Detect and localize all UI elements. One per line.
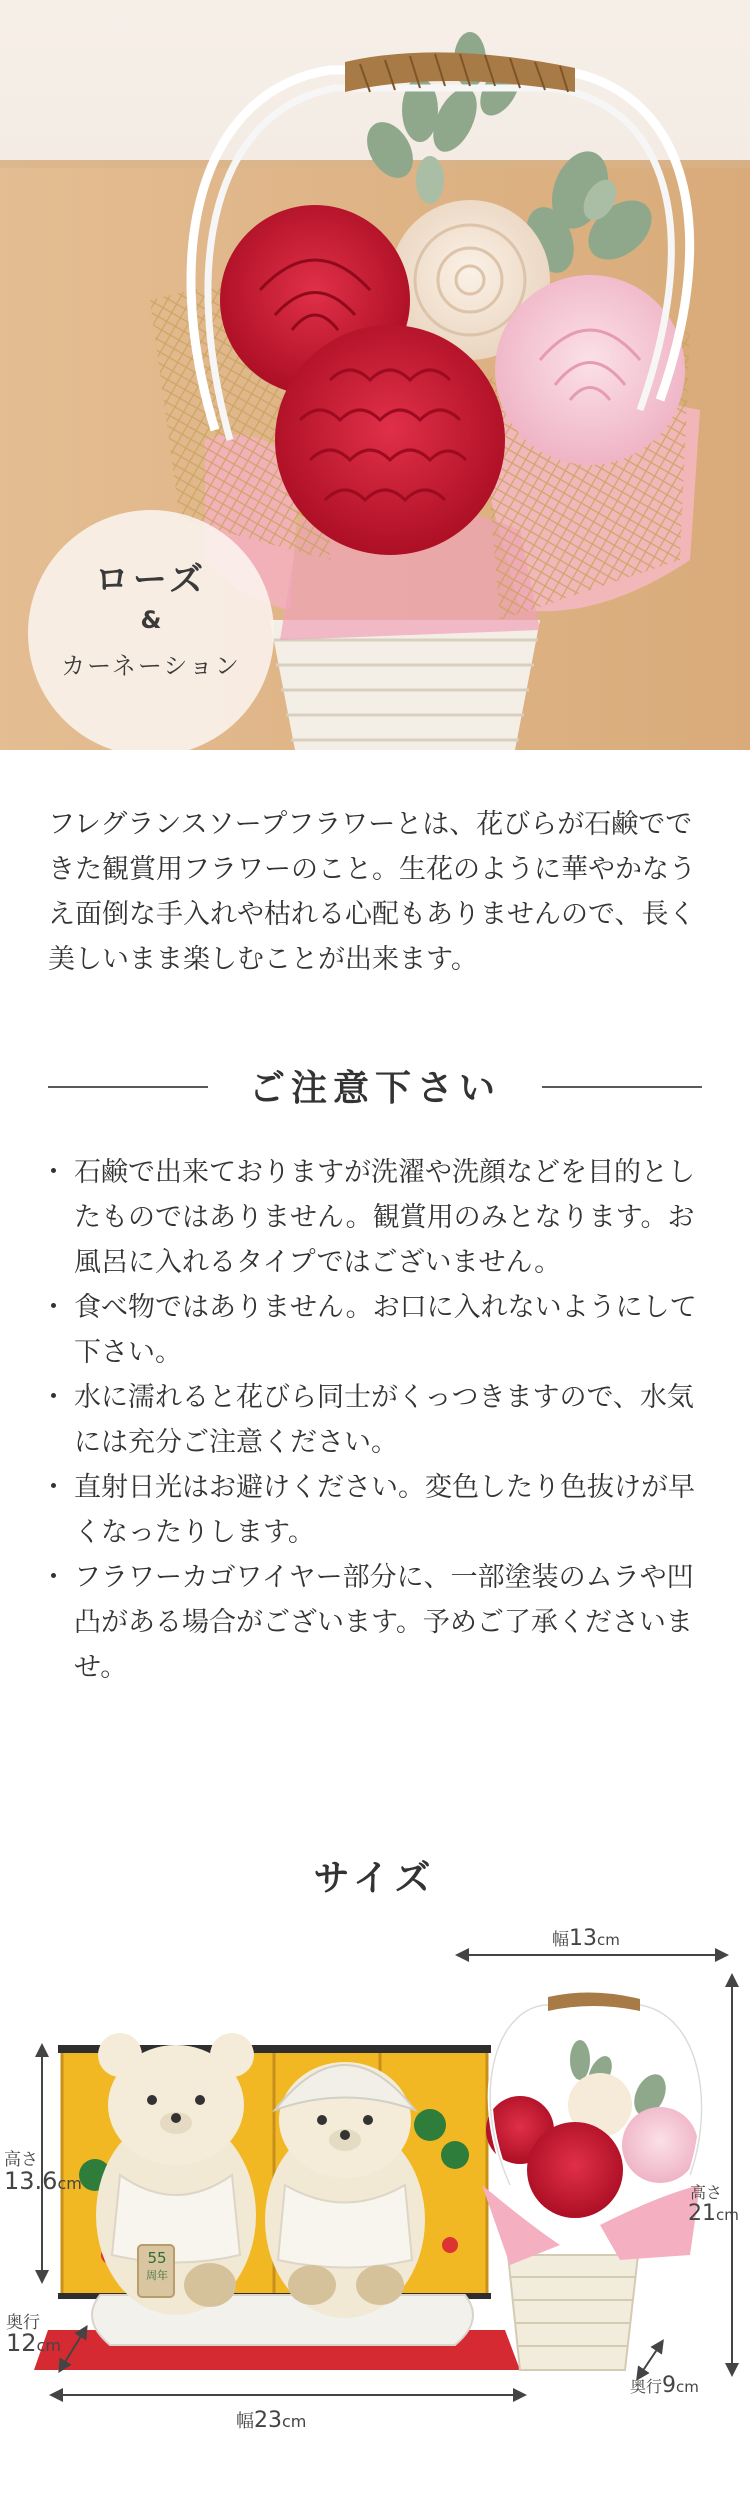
notice-item: ・ 食べ物ではありません。お口に入れないようにして下さい。 (40, 1292, 697, 1368)
basket-height-value: 21cm (688, 2201, 739, 2226)
basket-depth-value: 奥行9cm (630, 2373, 699, 2398)
notice-item: ・ 石鹸で出来ておりますが洗濯や洗顔などを目的としたものではありません。観賞用のみとなります。お風呂に入れるタイプではございません。 (40, 1157, 695, 1278)
size-title: サイズ (313, 1858, 437, 1899)
plaque-text: 周年 (146, 2269, 168, 2282)
plaque-number: 55 (147, 2249, 167, 2267)
badge-carnation-label: カーネーション (61, 652, 241, 680)
notice-title: ご注意下さい (248, 1068, 501, 1109)
size-illustration (0, 1925, 750, 2500)
intro-paragraph: フレグランスソープフラワーとは、花びらが石鹸でできた観賞用フラワーのこと。生花のように華やかなうえ面倒な手入れや枯れる心配もありませんので、長く美しいまま楽しむことが出来ます。 (48, 809, 696, 975)
hero-image (0, 0, 750, 750)
flower-type-badge (28, 510, 274, 750)
basket-height-label: 高さ (690, 2183, 723, 2202)
size-diagram (0, 1925, 750, 2500)
basket-depth-arrow (640, 2345, 660, 2375)
notice-item: ・ フラワーカゴワイヤー部分に、一部塗装のムラや凹凸がある場合がございます。予めご了承くださいませ。 (40, 1562, 694, 1683)
badge-rose-label: ローズ (94, 560, 208, 600)
bear-depth-value: 12cm (6, 2329, 61, 2357)
notice-title-rule-right (542, 1086, 702, 1088)
bear-width-value: 幅23cm (236, 2408, 307, 2433)
bear-height-label: 高さ (4, 2150, 38, 2170)
bear-height-value: 13.6cm (4, 2167, 82, 2195)
notice-item: ・ 直射日光はお避けください。変色したり色抜けが早くなったりします。 (40, 1472, 695, 1548)
basket-width-value: 幅13cm (552, 1926, 620, 1951)
notice-item: ・ 水に濡れると花びら同士がくっつきますので、水気には充分ご注意ください。 (40, 1382, 694, 1458)
badge-ampersand: & (140, 606, 162, 634)
plaque-label (141, 2249, 173, 2285)
bear-depth-label: 奥行 (6, 2313, 40, 2333)
notice-list (40, 1150, 720, 1690)
